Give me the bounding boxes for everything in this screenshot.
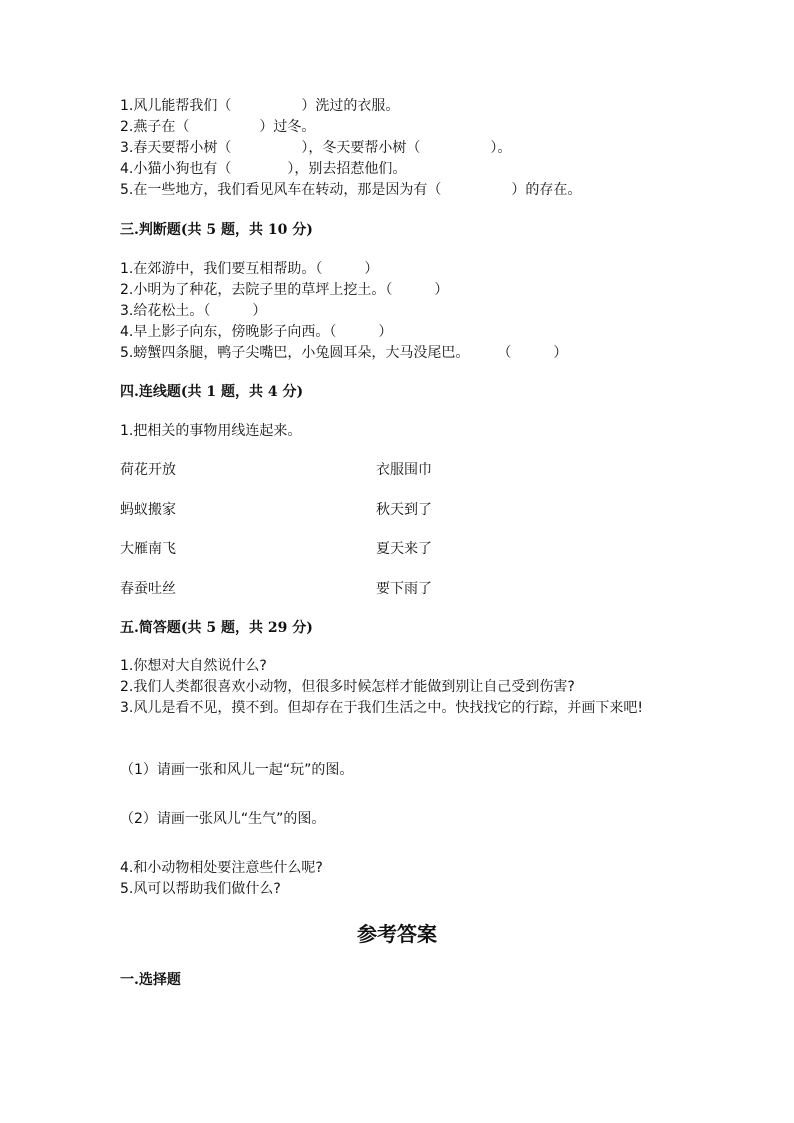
judge-item-1: 1.在郊游中，我们要互相帮助。（ ） (120, 261, 379, 277)
matching-right-2: 秋天到了 (376, 502, 432, 518)
matching-right-4: 要下雨了 (376, 581, 432, 597)
matching-instruction: 1.把相关的事物用线连起来。 (120, 423, 302, 439)
answers-title: 参考答案 (357, 922, 437, 946)
answers-section-1: 一.选择题 (120, 972, 181, 988)
short-answer-q3: 3.风儿是看不见，摸不到。但却存在于我们生活之中。快找找它的行踪，并画下来吧! (120, 700, 643, 716)
fill-in-item-3: 3.春天要帮小树（ ），冬天要帮小树（ ）。 (120, 140, 512, 156)
short-answer-q2: 2.我们人类都很喜欢小动物，但很多时候怎样才能做到别让自己受到伤害? (120, 679, 575, 695)
judge-heading: 三.判断题(共 5 题，共 10 分) (120, 222, 313, 238)
short-answer-q3-sub2: （2）请画一张风儿“生气”的图。 (120, 811, 326, 827)
fill-in-item-1: 1.风儿能帮我们（ ）洗过的衣服。 (120, 98, 400, 114)
fill-in-item-4: 4.小猫小狗也有（ ），别去招惹他们。 (120, 161, 407, 177)
matching-heading: 四.连线题(共 1 题，共 4 分) (120, 384, 304, 400)
matching-right-3: 夏天来了 (376, 541, 432, 557)
fill-in-item-5: 5.在一些地方，我们看见风车在转动，那是因为有（ ）的存在。 (120, 182, 582, 198)
matching-right-1: 衣服围巾 (376, 462, 432, 478)
short-answer-q4: 4.和小动物相处要注意些什么呢? (120, 860, 323, 876)
short-answer-q3-sub1: （1）请画一张和风儿一起“玩”的图。 (120, 762, 354, 778)
judge-item-2: 2.小明为了种花，去院子里的草坪上挖土。（ ） (120, 282, 449, 298)
fill-in-item-2: 2.燕子在（ ）过冬。 (120, 119, 316, 135)
judge-item-3: 3.给花松土。（ ） (120, 303, 267, 319)
matching-left-4: 春蚕吐丝 (120, 581, 176, 597)
matching-left-3: 大雁南飞 (120, 541, 176, 557)
matching-left-2: 蚂蚁搬家 (120, 502, 176, 518)
short-answer-q1: 1.你想对大自然说什么? (120, 658, 267, 674)
matching-left-1: 荷花开放 (120, 462, 176, 478)
short-answer-heading: 五.简答题(共 5 题，共 29 分) (120, 620, 313, 636)
judge-item-5: 5.螃蟹四条腿，鸭子尖嘴巴，小兔圆耳朵，大马没尾巴。 （ ） (120, 345, 568, 361)
judge-item-4: 4.早上影子向东，傍晚影子向西。（ ） (120, 324, 393, 340)
short-answer-q5: 5.风可以帮助我们做什么? (120, 881, 281, 897)
